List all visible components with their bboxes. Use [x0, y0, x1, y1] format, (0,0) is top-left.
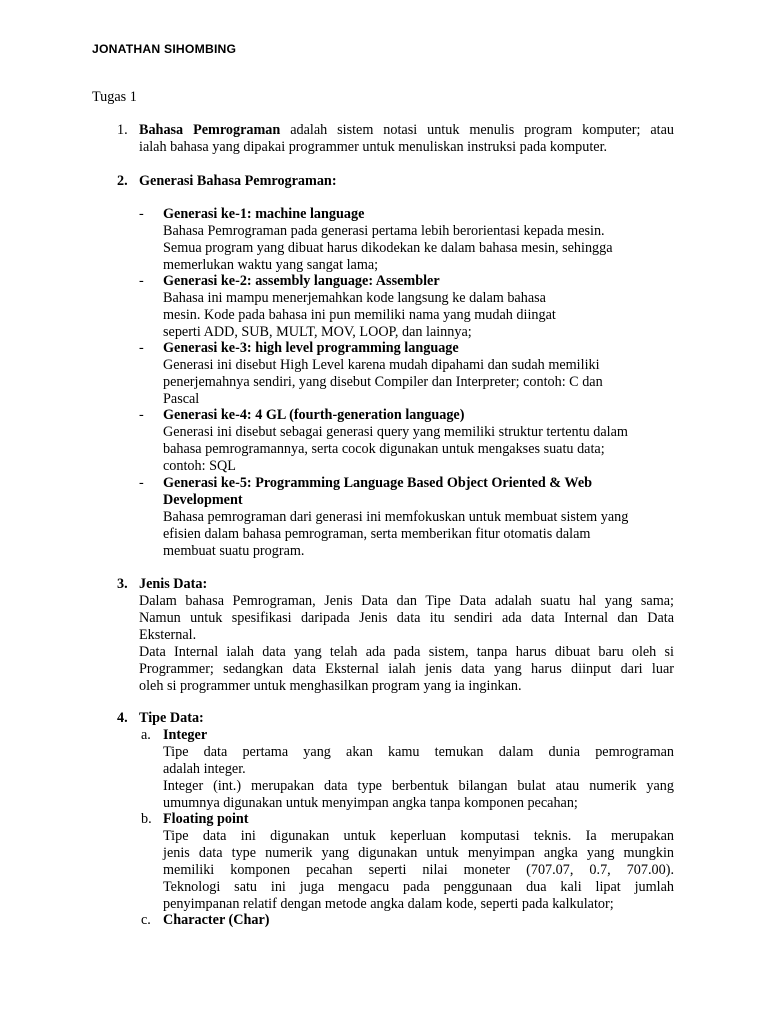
list-dash: -	[139, 407, 144, 423]
section-3-number: 3.	[117, 576, 128, 592]
generation-1-line: memerlukan waktu yang sangat lama;	[163, 257, 379, 273]
list-dash: -	[139, 340, 144, 356]
generation-3-line: penerjemahnya sendiri, yang disebut Compiler dan Interpreter; contoh: C dan	[163, 374, 603, 390]
page-title: Tugas 1	[92, 89, 137, 105]
generation-1-title: Generasi ke-1: machine language	[163, 206, 365, 222]
section-3-line: Data Internal ialah data yang telah ada pada sistem, tanpa harus dibuat baru oleh si	[139, 644, 674, 660]
section-1-line-1-rest: adalah sistem notasi untuk menulis program komputer; atau	[280, 122, 675, 138]
section-3-line: oleh si programmer untuk menghasilkan program yang ia inginkan.	[139, 678, 522, 694]
generation-2-line: Bahasa ini mampu menerjemahkan kode langsung ke dalam bahasa	[163, 290, 546, 306]
generation-2-title: Generasi ke-2: assembly language: Assembler	[163, 273, 440, 289]
generation-3-line: Pascal	[163, 391, 200, 407]
item-c-title: Character (Char)	[163, 912, 270, 928]
item-a-line: adalah integer.	[163, 761, 246, 777]
item-b-line: Teknologi satu ini juga mengacu pada penggunaan dua kali lipat jumlah	[163, 879, 674, 895]
generation-3-line: Generasi ini disebut High Level karena mudah dipahami dan sudah memiliki	[163, 357, 600, 373]
generation-5-title: Generasi ke-5: Programming Language Based Object Oriented & Web	[163, 475, 593, 491]
list-dash: -	[139, 206, 144, 222]
item-b-line: Tipe data ini digunakan untuk keperluan komputasi teknis. Ia merupakan	[163, 828, 674, 844]
item-c-letter: c.	[141, 912, 151, 928]
item-a-line: umumnya digunakan untuk menyimpan angka tanpa komponen pecahan;	[163, 795, 578, 811]
section-2-heading: Generasi Bahasa Pemrograman:	[139, 173, 337, 189]
generation-5-title-cont: Development	[163, 492, 243, 508]
section-1-line-2: ialah bahasa yang dipakai programmer untuk menuliskan instruksi pada komputer.	[139, 139, 608, 155]
list-dash: -	[139, 273, 144, 289]
section-3-line: Dalam bahasa Pemrograman, Jenis Data dan Tipe Data adalah suatu hal yang sama;	[139, 593, 674, 609]
generation-4-line: bahasa pemrogramannya, serta cocok digunakan untuk mengakses suatu data;	[163, 441, 605, 457]
generation-1-line: Bahasa Pemrograman pada generasi pertama lebih berorientasi kepada mesin.	[163, 223, 605, 239]
item-a-title: Integer	[163, 727, 208, 743]
generation-1-line: Semua program yang dibuat harus dikodekan ke dalam bahasa mesin, sehingga	[163, 240, 613, 256]
section-1-line-1	[139, 122, 674, 139]
item-b-line: penyimpanan relatif dengan metode angka dalam kode, seperti pada kalkulator;	[163, 896, 614, 912]
author-name: JONATHAN SIHOMBING	[92, 42, 237, 56]
item-b-line: memiliki komponen pecahan seperti nilai moneter (707.07, 0.7, 707.00).	[163, 862, 674, 878]
generation-3-title: Generasi ke-3: high level programming language	[163, 340, 459, 356]
section-1-number: 1.	[117, 122, 128, 138]
generation-4-line: contoh: SQL	[163, 458, 236, 474]
item-b-letter: b.	[141, 811, 152, 827]
item-b-line: jenis data type numerik yang digunakan untuk menyimpan angka yang mungkin	[163, 845, 674, 861]
section-4-number: 4.	[117, 710, 128, 726]
section-3-heading: Jenis Data:	[139, 576, 208, 592]
generation-5-line: membuat suatu program.	[163, 543, 305, 559]
section-1-term: Bahasa Pemrograman	[139, 122, 281, 138]
item-a-line: Tipe data pertama yang akan kamu temukan dalam dunia pemrograman	[163, 744, 674, 760]
section-2-number: 2.	[117, 173, 128, 189]
section-3-line: Eksternal.	[139, 627, 197, 643]
section-3-line: Programmer; sedangkan data Eksternal ialah jenis data yang harus diinput dari luar	[139, 661, 674, 677]
generation-5-line: Bahasa pemrograman dari generasi ini memfokuskan untuk membuat sistem yang	[163, 509, 629, 525]
item-a-line: Integer (int.) merupakan data type berbentuk bilangan bulat atau numerik yang	[163, 778, 674, 794]
section-4-heading: Tipe Data:	[139, 710, 204, 726]
generation-4-line: Generasi ini disebut sebagai generasi query yang memiliki struktur tertentu dalam	[163, 424, 628, 440]
item-a-letter: a.	[141, 727, 151, 743]
generation-2-line: seperti ADD, SUB, MULT, MOV, LOOP, dan lainnya;	[163, 324, 472, 340]
section-3-line: Namun untuk spesifikasi daripada Jenis data itu sendiri ada data Internal dan Data	[139, 610, 674, 626]
generation-4-title: Generasi ke-4: 4 GL (fourth-generation language)	[163, 407, 465, 423]
item-b-title: Floating point	[163, 811, 249, 827]
generation-2-line: mesin. Kode pada bahasa ini pun memiliki nama yang mudah diingat	[163, 307, 556, 323]
list-dash: -	[139, 475, 144, 491]
generation-5-line: efisien dalam bahasa pemrograman, serta memberikan fitur otomatis dalam	[163, 526, 591, 542]
